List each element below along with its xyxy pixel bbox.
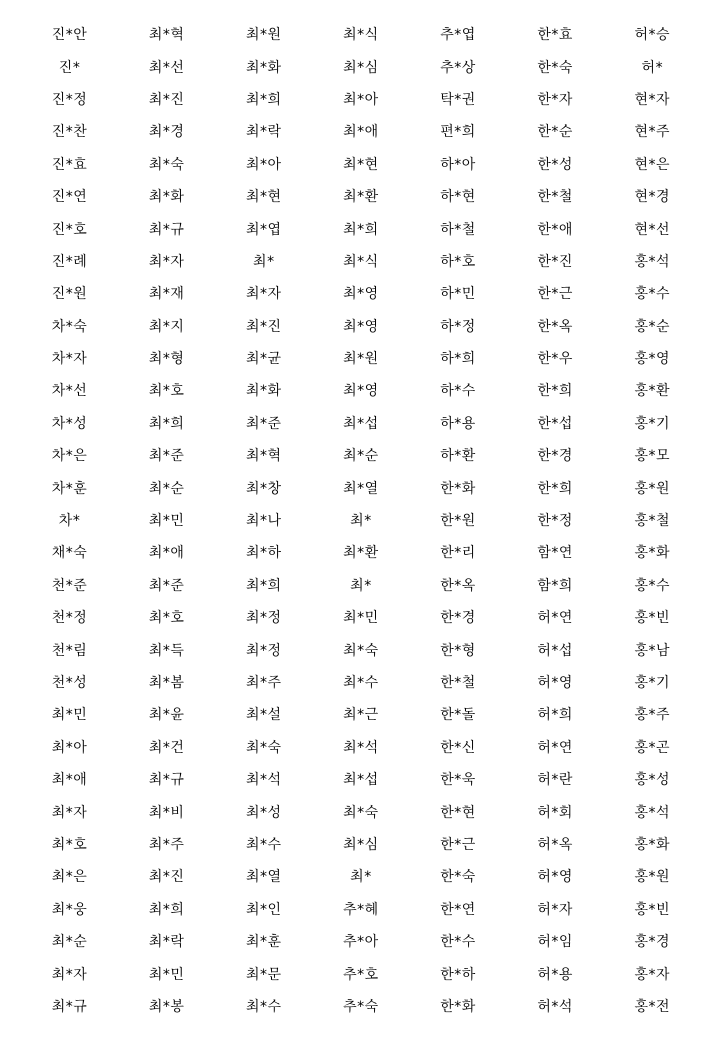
name-cell: 최*원 xyxy=(246,27,282,44)
name-cell: 최*석 xyxy=(246,772,282,789)
name-cell: 진*정 xyxy=(51,91,88,108)
name-cell: 최*선 xyxy=(148,59,185,76)
name-cell: 홍*남 xyxy=(634,642,671,659)
name-cell: 최*희 xyxy=(148,901,185,918)
name-cell: 최*형 xyxy=(148,351,185,368)
name-cell: 한*근 xyxy=(537,286,573,303)
name-cell: 한*신 xyxy=(440,739,476,756)
name-cell: 최*균 xyxy=(246,351,282,368)
name-cell: 홍*수 xyxy=(634,286,671,303)
name-cell: 추*엽 xyxy=(440,27,476,44)
name-cell: 한*원 xyxy=(440,513,476,530)
name-cell: 최*진 xyxy=(246,318,282,335)
name-cell: 최*애 xyxy=(343,124,379,141)
name-cell: 하*철 xyxy=(440,221,476,238)
name-cell: 진*원 xyxy=(51,286,88,303)
name-cell: 최*엽 xyxy=(246,221,282,238)
name-cell: 한*철 xyxy=(440,675,476,691)
name-cell: 진*연 xyxy=(51,189,88,206)
name-cell: 홍*빈 xyxy=(634,901,671,918)
name-cell: 최*준 xyxy=(148,448,185,465)
name-cell: 허*희 xyxy=(537,707,573,724)
name-cell: 허* xyxy=(641,59,664,76)
name-cell: 한*경 xyxy=(440,610,476,627)
name-cell: 차*훈 xyxy=(51,480,88,497)
name-cell: 채*숙 xyxy=(51,545,88,562)
name-cell: 최*설 xyxy=(246,707,282,724)
name-cell: 최*준 xyxy=(246,415,282,432)
name-cell: 추*혜 xyxy=(343,901,379,918)
name-cell: 최*윤 xyxy=(148,707,185,724)
name-cell: 최*지 xyxy=(148,318,185,335)
name-cell: 홍*경 xyxy=(634,934,671,951)
name-cell: 한*순 xyxy=(537,124,573,141)
name-cell: 최*문 xyxy=(246,966,282,983)
name-cell: 최*주 xyxy=(148,836,185,853)
name-cell: 허*연 xyxy=(537,610,573,627)
name-cell: 최*아 xyxy=(246,156,282,173)
name-cell: 허*영 xyxy=(537,869,573,886)
name-cell: 최*원 xyxy=(343,351,379,368)
name-cell: 최*준 xyxy=(148,577,185,594)
name-cell: 진*찬 xyxy=(51,124,88,141)
name-cell: 최*호 xyxy=(148,610,185,627)
name-cell: 허*용 xyxy=(537,966,573,983)
name-cell: 최*성 xyxy=(246,804,282,821)
name-cell: 편*희 xyxy=(440,124,476,141)
name-cell: 최*숙 xyxy=(343,804,379,821)
name-cell: 한*성 xyxy=(537,156,573,173)
name-cell: 최*락 xyxy=(148,934,185,951)
name-cell: 한*희 xyxy=(537,383,573,400)
name-cell: 한*돌 xyxy=(440,707,476,724)
name-cell: 한*효 xyxy=(537,27,573,44)
name-cell: 최*석 xyxy=(343,739,379,756)
name-cell: 허*회 xyxy=(537,804,573,821)
name-cell: 한*옥 xyxy=(440,577,476,594)
name-cell: 최*화 xyxy=(246,59,282,76)
name-cell: 홍*주 xyxy=(634,707,671,724)
name-cell: 허*연 xyxy=(537,739,573,756)
name-cell: 허*영 xyxy=(537,675,573,691)
name-cell: 최*희 xyxy=(246,577,282,594)
name-cell: 최*민 xyxy=(148,966,185,983)
name-cell: 최*수 xyxy=(343,675,379,691)
name-cell: 최*규 xyxy=(51,998,88,1015)
name-cell: 최*애 xyxy=(51,772,88,789)
name-cell: 최*자 xyxy=(148,253,185,270)
name-cell: 홍*석 xyxy=(634,804,671,821)
name-cell: 최*근 xyxy=(343,707,379,724)
name-cell: 한*애 xyxy=(537,221,573,238)
name-cell: 최*영 xyxy=(343,383,379,400)
name-cell: 함*희 xyxy=(537,577,573,594)
name-cell: 차*성 xyxy=(51,415,88,432)
name-cell: 추*상 xyxy=(440,59,476,76)
name-cell: 홍*화 xyxy=(634,545,671,562)
name-cell: 최*희 xyxy=(246,91,282,108)
name-cell: 천*준 xyxy=(51,577,88,594)
name-cell: 하*환 xyxy=(440,448,476,465)
name-cell: 차*자 xyxy=(51,351,88,368)
name-cell: 최*희 xyxy=(148,415,185,432)
name-cell: 최*민 xyxy=(51,707,88,724)
name-cell: 한*희 xyxy=(537,480,573,497)
name-cell: 추*호 xyxy=(343,966,379,983)
name-cell: 함*연 xyxy=(537,545,573,562)
name-cell: 최*섭 xyxy=(343,415,379,432)
name-cell: 최*열 xyxy=(343,480,379,497)
name-cell: 최*현 xyxy=(246,189,282,206)
name-cell: 최*식 xyxy=(343,253,379,270)
name-cell: 홍*모 xyxy=(634,448,671,465)
name-cell: 최*아 xyxy=(51,739,88,756)
name-cell: 홍*전 xyxy=(634,998,671,1015)
name-cell: 허*임 xyxy=(537,934,573,951)
name-cell: 최*인 xyxy=(246,901,282,918)
name-cell: 하*희 xyxy=(440,351,476,368)
name-cell: 홍*철 xyxy=(634,513,671,530)
name-cell: 최*순 xyxy=(343,448,379,465)
name-cell: 최*봄 xyxy=(148,675,185,691)
name-cell: 최*득 xyxy=(148,642,185,659)
name-cell: 하*정 xyxy=(440,318,476,335)
name-cell: 진*안 xyxy=(51,27,88,44)
name-cell: 최*규 xyxy=(148,221,185,238)
name-cell: 홍*영 xyxy=(634,351,671,368)
name-cell: 탁*권 xyxy=(440,91,476,108)
name-cell: 허*옥 xyxy=(537,836,573,853)
name-cell: 홍*원 xyxy=(634,480,671,497)
name-cell: 최*순 xyxy=(51,934,88,951)
name-cell: 한*철 xyxy=(537,189,573,206)
name-cell: 현*주 xyxy=(634,124,671,141)
name-cell: 최*락 xyxy=(246,124,282,141)
name-cell: 진*효 xyxy=(51,156,88,173)
name-cell: 추*숙 xyxy=(343,998,379,1015)
name-cell: 최*웅 xyxy=(51,901,88,918)
name-cell: 한*섭 xyxy=(537,415,573,432)
name-cell: 한*경 xyxy=(537,448,573,465)
name-cell: 최*화 xyxy=(148,189,185,206)
name-cell: 현*은 xyxy=(634,156,671,173)
name-cell: 한*하 xyxy=(440,966,476,983)
name-cell: 최*숙 xyxy=(148,156,185,173)
name-cell: 천*정 xyxy=(51,610,88,627)
name-cell: 홍*기 xyxy=(634,675,671,691)
name-cell: 최*민 xyxy=(148,513,185,530)
name-cell: 현*경 xyxy=(634,189,671,206)
name-cell: 최*희 xyxy=(343,221,379,238)
name-cell: 최*건 xyxy=(148,739,185,756)
name-cell: 홍*곤 xyxy=(634,739,671,756)
name-cell: 진*호 xyxy=(51,221,88,238)
name-cell: 최*창 xyxy=(246,480,282,497)
name-cell: 최* xyxy=(253,253,275,270)
name-cell: 한*욱 xyxy=(440,772,476,789)
name-cell: 한*정 xyxy=(537,513,573,530)
name-cell: 최* xyxy=(350,869,372,886)
name-cell: 최*심 xyxy=(343,59,379,76)
name-cell: 한*숙 xyxy=(537,59,573,76)
name-cell: 최*주 xyxy=(246,675,282,691)
name-cell: 천*성 xyxy=(51,675,88,691)
name-cell: 추*아 xyxy=(343,934,379,951)
name-cell: 최*비 xyxy=(148,804,185,821)
name-cell: 최*영 xyxy=(343,318,379,335)
name-cell: 홍*자 xyxy=(634,966,671,983)
name-cell: 최*진 xyxy=(148,91,185,108)
name-cell: 한*화 xyxy=(440,998,476,1015)
name-cell: 허*섭 xyxy=(537,642,573,659)
name-cell: 최*자 xyxy=(51,804,88,821)
name-cell: 한*숙 xyxy=(440,869,476,886)
name-cell: 최*혁 xyxy=(246,448,282,465)
name-cell: 한*진 xyxy=(537,253,573,270)
name-cell: 하*현 xyxy=(440,189,476,206)
name-cell: 한*자 xyxy=(537,91,573,108)
name-cell: 최*아 xyxy=(343,91,379,108)
name-cell: 차* xyxy=(58,513,81,530)
name-cell: 하*수 xyxy=(440,383,476,400)
name-cell: 차*숙 xyxy=(51,318,88,335)
name-cell: 홍*기 xyxy=(634,415,671,432)
name-cell: 천*림 xyxy=(51,642,88,659)
name-cell: 최*수 xyxy=(246,998,282,1015)
name-cell: 최*애 xyxy=(148,545,185,562)
name-cell: 차*은 xyxy=(51,448,88,465)
name-cell: 최*정 xyxy=(246,610,282,627)
name-cell: 한*형 xyxy=(440,642,476,659)
name-cell: 홍*환 xyxy=(634,383,671,400)
name-cell: 최*환 xyxy=(343,545,379,562)
name-cell: 최*호 xyxy=(51,836,88,853)
name-cell: 홍*성 xyxy=(634,772,671,789)
name-cell: 한*현 xyxy=(440,804,476,821)
name-cell: 최*자 xyxy=(246,286,282,303)
name-cell: 허*승 xyxy=(634,27,671,44)
name-cell: 최*영 xyxy=(343,286,379,303)
name-cell: 하*용 xyxy=(440,415,476,432)
name-cell: 최*경 xyxy=(148,124,185,141)
name-cell: 최*심 xyxy=(343,836,379,853)
name-cell: 최*열 xyxy=(246,869,282,886)
name-cell: 최* xyxy=(350,577,372,594)
name-cell: 최*혁 xyxy=(148,27,185,44)
name-cell: 한*근 xyxy=(440,836,476,853)
name-cell: 최*수 xyxy=(246,836,282,853)
name-cell: 최*규 xyxy=(148,772,185,789)
name-cell: 현*선 xyxy=(634,221,671,238)
name-cell: 최*재 xyxy=(148,286,185,303)
name-cell: 하*민 xyxy=(440,286,476,303)
name-cell: 최*하 xyxy=(246,545,282,562)
name-cell: 최*나 xyxy=(246,513,282,530)
name-cell: 하*아 xyxy=(440,156,476,173)
name-cell: 한*화 xyxy=(440,480,476,497)
name-cell: 최*환 xyxy=(343,189,379,206)
name-cell: 홍*석 xyxy=(634,253,671,270)
name-cell: 한*우 xyxy=(537,351,573,368)
name-cell: 홍*수 xyxy=(634,577,671,594)
name-cell: 최*민 xyxy=(343,610,379,627)
name-cell: 홍*원 xyxy=(634,869,671,886)
name-cell: 현*자 xyxy=(634,91,671,108)
name-cell: 최*식 xyxy=(343,27,379,44)
name-cell: 최*현 xyxy=(343,156,379,173)
name-grid xyxy=(21,19,701,1023)
name-cell: 허*란 xyxy=(537,772,573,789)
name-cell: 최*숙 xyxy=(343,642,379,659)
name-cell: 진*례 xyxy=(51,253,88,270)
name-cell: 허*석 xyxy=(537,998,573,1015)
name-cell: 하*호 xyxy=(440,253,476,270)
name-cell: 최* xyxy=(350,513,372,530)
name-cell: 한*수 xyxy=(440,934,476,951)
name-cell: 차*선 xyxy=(51,383,88,400)
name-cell: 홍*화 xyxy=(634,836,671,853)
name-cell: 한*리 xyxy=(440,545,476,562)
name-cell: 최*순 xyxy=(148,480,185,497)
name-cell: 최*화 xyxy=(246,383,282,400)
name-cell: 홍*순 xyxy=(634,318,671,335)
name-cell: 최*섭 xyxy=(343,772,379,789)
name-cell: 최*훈 xyxy=(246,934,282,951)
name-cell: 진* xyxy=(58,59,81,76)
name-cell: 허*자 xyxy=(537,901,573,918)
name-cell: 최*은 xyxy=(51,869,88,886)
name-cell: 최*숙 xyxy=(246,739,282,756)
name-cell: 최*봉 xyxy=(148,998,185,1015)
name-cell: 한*옥 xyxy=(537,318,573,335)
name-cell: 최*진 xyxy=(148,869,185,886)
name-cell: 최*정 xyxy=(246,642,282,659)
name-cell: 최*호 xyxy=(148,383,185,400)
name-cell: 최*자 xyxy=(51,966,88,983)
name-cell: 홍*빈 xyxy=(634,610,671,627)
name-cell: 한*연 xyxy=(440,901,476,918)
